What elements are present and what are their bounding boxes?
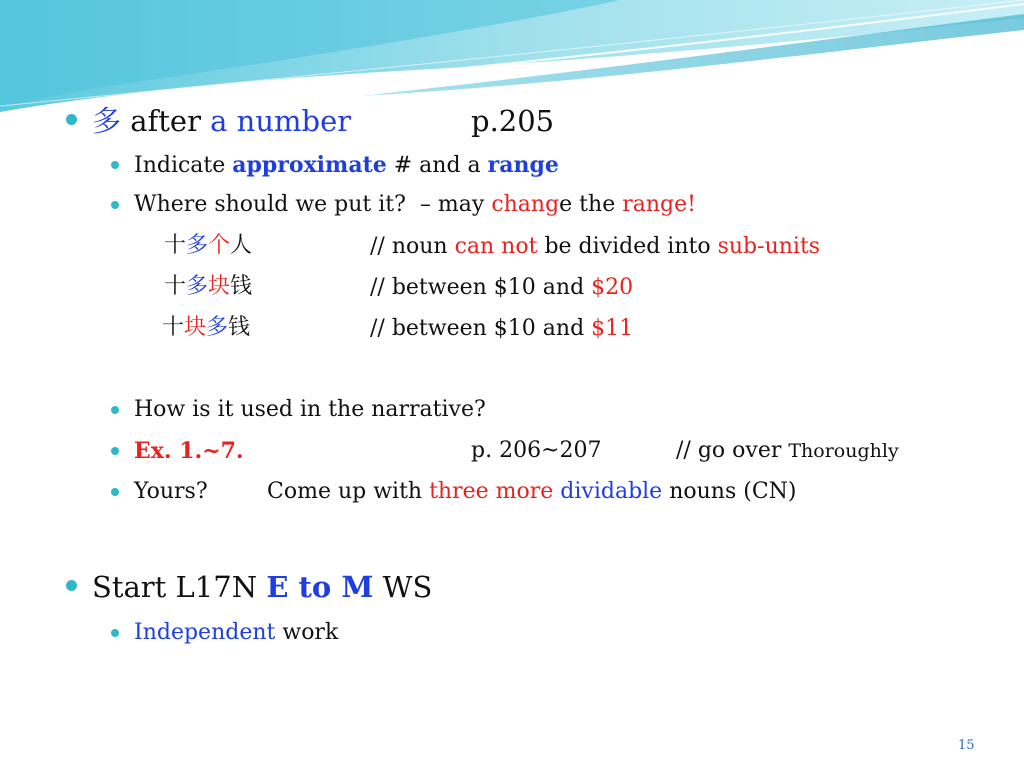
e-to-m-text: E to M [266, 570, 374, 604]
example-1-comment [370, 236, 820, 258]
e-the-text: e the [559, 192, 616, 217]
char-duo: 多 [186, 233, 209, 258]
bullet-start-l17n [92, 570, 433, 604]
three-more-text: three more [429, 479, 554, 504]
bullet-independent-work [134, 622, 338, 644]
where-text: Where should we put it? – may [134, 192, 485, 217]
char-shi: 十 [162, 315, 185, 340]
char-kuai: 块 [184, 315, 207, 340]
sub-bullet-icon [111, 406, 119, 414]
example-3-comment [370, 318, 633, 340]
sub-units-text: sub-units [717, 234, 821, 259]
example-shi-duo-kuai-qian [164, 276, 252, 298]
char-qian: 钱 [230, 274, 253, 299]
example-shi-kuai-duo-qian [162, 317, 250, 339]
bullet-where [134, 194, 696, 216]
work-text: work [282, 620, 339, 645]
a-number-text: a number [210, 104, 352, 138]
ws-text: WS [382, 570, 433, 604]
nouns-text: nouns (CN) [669, 479, 797, 504]
page-number: 15 [958, 738, 975, 753]
header-wave-decoration [0, 0, 1024, 120]
approximate-text: approximate [232, 152, 387, 178]
independent-text: Independent [134, 620, 276, 645]
between-comment: // between $10 and [370, 275, 585, 300]
sub-bullet-icon [111, 161, 119, 169]
range-exclaim-text: range! [622, 192, 696, 217]
amount-11: $11 [591, 316, 634, 341]
page-reference: p.205 [471, 104, 555, 138]
yours-label: Yours? [134, 479, 208, 504]
sub-bullet-icon [111, 629, 119, 637]
bullet-icon [66, 114, 77, 125]
exercise-pages: p. 206~207 [471, 438, 602, 463]
after-text: after [130, 104, 201, 138]
between-comment: // between $10 and [370, 316, 585, 341]
bullet-indicate [134, 154, 559, 177]
can-not-text: can not [454, 234, 538, 259]
chang-text: chang [491, 192, 560, 217]
come-up-with-line [267, 481, 797, 503]
thoroughly-text: Thoroughly [788, 440, 899, 462]
example-2-comment [370, 277, 633, 299]
example-shi-duo-ge-ren [164, 235, 252, 257]
sub-bullet-icon [111, 488, 119, 496]
char-shi: 十 [164, 274, 187, 299]
char-qian: 钱 [228, 315, 251, 340]
dividable-text: dividable [560, 479, 663, 504]
char-duo: 多 [186, 274, 209, 299]
char-ge: 个 [208, 233, 231, 258]
go-over-note [676, 440, 899, 462]
exercise-label: Ex. 1.~7. [134, 438, 244, 464]
char-ren: 人 [230, 233, 253, 258]
start-text: Start L17N [92, 570, 258, 604]
char-shi: 十 [164, 233, 187, 258]
sub-bullet-icon [111, 447, 119, 455]
sub-bullet-icon [111, 201, 119, 209]
bullet-how-used: How is it used in the narrative? [134, 397, 486, 422]
hash-and-a-text: # and a [393, 153, 481, 178]
noun-comment: // noun [370, 234, 448, 259]
char-kuai: 块 [208, 274, 231, 299]
bullet-icon [66, 580, 77, 591]
duo-character: 多 [92, 104, 122, 138]
bullet-duo-after-number [92, 104, 352, 138]
go-over-text: // go over [676, 438, 782, 463]
amount-20: $20 [591, 275, 634, 300]
come-up-text: Come up with [267, 479, 423, 504]
be-divided-text: be divided into [544, 234, 711, 259]
char-duo: 多 [206, 315, 229, 340]
indicate-text: Indicate [134, 153, 226, 178]
range-text: range [487, 152, 559, 178]
